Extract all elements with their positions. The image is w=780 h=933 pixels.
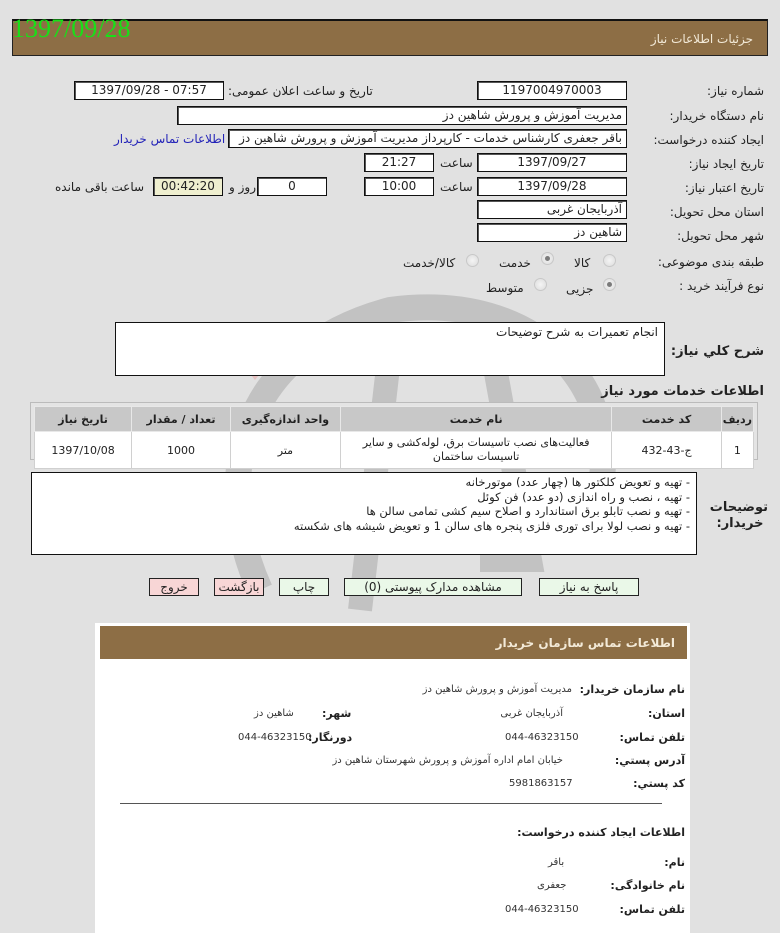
category-option-goods: کالا	[574, 256, 591, 270]
purchase-option-medium: متوسط	[486, 281, 524, 295]
summary-text: انجام تعمیرات به شرح توضیحات	[496, 325, 658, 339]
col-unit: واحد اندازه‌گیری	[230, 407, 340, 432]
back-button[interactable]: بازگشت	[214, 578, 264, 596]
note-line: - تهیه و نصب تابلو برق استاندارد و اصلاح سیم کشی تمامی سالن ها	[366, 504, 690, 518]
remaining-label: ساعت باقی مانده	[55, 180, 145, 194]
validity-time-field[interactable]: 10:00	[364, 177, 434, 196]
services-title: اطلاعات خدمات مورد نیاز	[601, 384, 764, 399]
cell-unit: متر	[230, 432, 340, 469]
category-option-goods-service: کالا/خدمت	[403, 256, 456, 270]
phone-label: تلفن تماس:	[619, 731, 685, 744]
validity-date-label: تاریخ اعتبار نیاز:	[684, 181, 764, 195]
buyer-notes-textarea[interactable]	[31, 472, 697, 555]
announce-datetime-field[interactable]: 1397/09/28 - 07:57	[74, 81, 224, 100]
col-name: نام خدمت	[340, 407, 611, 432]
contact-panel-title: اطلاعات تماس سازمان خریدار	[495, 636, 675, 650]
buyer-org-label: نام دستگاه خریدار:	[669, 109, 764, 123]
fax-value: 044-46323150	[238, 732, 312, 743]
category-radio-service[interactable]	[541, 252, 554, 265]
province-label: استان:	[648, 707, 685, 720]
requester-label: ایجاد کننده درخواست:	[653, 133, 764, 147]
note-line: - تهیه و نصب لولا برای توری فلزی پنجره های سالن 1 و تعویض شیشه های شکسته	[293, 518, 690, 533]
validity-time-label: ساعت	[440, 180, 473, 194]
purchase-radio-minor[interactable]	[603, 278, 616, 291]
divider	[120, 803, 662, 804]
cell-name: فعالیت‌های نصب تاسیسات برق، لوله‌کشی و سایر تاسیسات ساختمان	[340, 432, 611, 469]
remaining-days-field: 0	[257, 177, 327, 196]
cell-code: ج-43-432	[612, 432, 721, 469]
note-line: - تهیه و تعویض کلکتور ها (چهار عدد) موتورخانه	[465, 475, 690, 489]
category-radio-goods[interactable]	[603, 254, 616, 267]
province-value: آذربایجان غربی	[500, 708, 563, 719]
reply-button[interactable]: پاسخ به نیاز	[539, 578, 639, 596]
purchase-option-minor: جزیی	[566, 282, 594, 296]
category-option-service: خدمت	[499, 256, 531, 270]
contact-panel-header	[100, 626, 687, 659]
cell-qty: 1000	[132, 432, 231, 469]
requester-phone-value: 044-46323150	[505, 904, 579, 915]
created-time-label: ساعت	[440, 156, 473, 170]
summary-textarea[interactable]	[115, 322, 665, 376]
table-header-row	[35, 407, 754, 432]
cell-row: 1	[721, 432, 753, 469]
address-value: خیابان امام اداره آموزش و پرورش شهرستان شاهین دز	[332, 755, 563, 766]
note-line: - تهیه ، نصب و راه اندازی (دو عدد) فن کوئل	[477, 489, 690, 504]
postal-label: کد پستي:	[633, 777, 685, 790]
table-row	[35, 432, 754, 469]
org-label: نام سازمان خریدار:	[579, 683, 685, 696]
buyer-org-field[interactable]: مدیریت آموزش و پرورش شاهین دز	[177, 106, 627, 125]
city-field[interactable]: شاهین دز	[477, 223, 627, 242]
col-row: ردیف	[721, 407, 753, 432]
remaining-time-field: 00:42:20	[153, 177, 223, 196]
days-label: روز و	[229, 180, 256, 194]
last-name-value: جعفری	[537, 880, 567, 891]
buyer-contact-link[interactable]: اطلاعات تماس خریدار	[114, 132, 226, 146]
province-label: استان محل تحویل:	[669, 205, 764, 219]
date-stamp: 1397/09/28	[12, 14, 131, 43]
org-value: مدیریت آموزش و پرورش شاهین دز	[422, 684, 572, 695]
city-label: شهر محل تحویل:	[677, 229, 764, 243]
requester-phone-label: تلفن تماس:	[619, 903, 685, 916]
col-qty: تعداد / مقدار	[132, 407, 231, 432]
fax-label: دورنگار:	[308, 731, 353, 744]
page-title: جزئیات اطلاعات نیاز	[650, 32, 753, 46]
exit-button[interactable]: خروج	[149, 578, 199, 596]
category-label: طبقه بندی موضوعی:	[657, 255, 764, 269]
created-time-field[interactable]: 21:27	[364, 153, 434, 172]
city-label: شهر:	[322, 707, 352, 720]
purchase-type-label: نوع فرآیند خرید :	[679, 279, 764, 293]
requester-info-title: اطلاعات ایجاد کننده درخواست:	[517, 826, 685, 839]
view-attachments-button[interactable]: مشاهده مدارک پیوستی (0)	[344, 578, 522, 596]
created-date-label: تاریخ ایجاد نیاز:	[688, 157, 764, 171]
province-field[interactable]: آذربایجان غربی	[477, 200, 627, 219]
cell-date: 1397/10/08	[35, 432, 132, 469]
announce-datetime-label: تاریخ و ساعت اعلان عمومی:	[228, 84, 373, 98]
col-date: تاریخ نیاز	[35, 407, 132, 432]
postal-value: 5981863157	[509, 778, 573, 789]
phone-value: 044-46323150	[505, 732, 579, 743]
col-code: کد خدمت	[612, 407, 721, 432]
first-name-label: نام:	[664, 856, 685, 869]
services-table-container	[30, 402, 758, 463]
services-table	[34, 406, 754, 469]
buyer-notes-label: توضیحات خریدار:	[709, 500, 768, 531]
print-button[interactable]: چاپ	[279, 578, 329, 596]
need-number-field[interactable]: 1197004970003	[477, 81, 627, 100]
created-date-field[interactable]: 1397/09/27	[477, 153, 627, 172]
purchase-radio-medium[interactable]	[534, 278, 547, 291]
first-name-value: باقر	[548, 857, 565, 868]
city-value: شاهین دز	[254, 708, 294, 719]
summary-label: شرح کلي نیاز:	[670, 344, 764, 359]
address-label: آدرس پستي:	[614, 754, 685, 767]
buyer-contact-panel	[95, 623, 690, 933]
last-name-label: نام خانوادگی:	[610, 879, 685, 892]
need-number-label: شماره نیاز:	[707, 84, 764, 98]
validity-date-field[interactable]: 1397/09/28	[477, 177, 627, 196]
requester-field[interactable]: باقر جعفری کارشناس خدمات - کارپرداز مدیریت آموزش و پرورش شاهین دز	[228, 129, 627, 148]
category-radio-goods-service[interactable]	[466, 254, 479, 267]
